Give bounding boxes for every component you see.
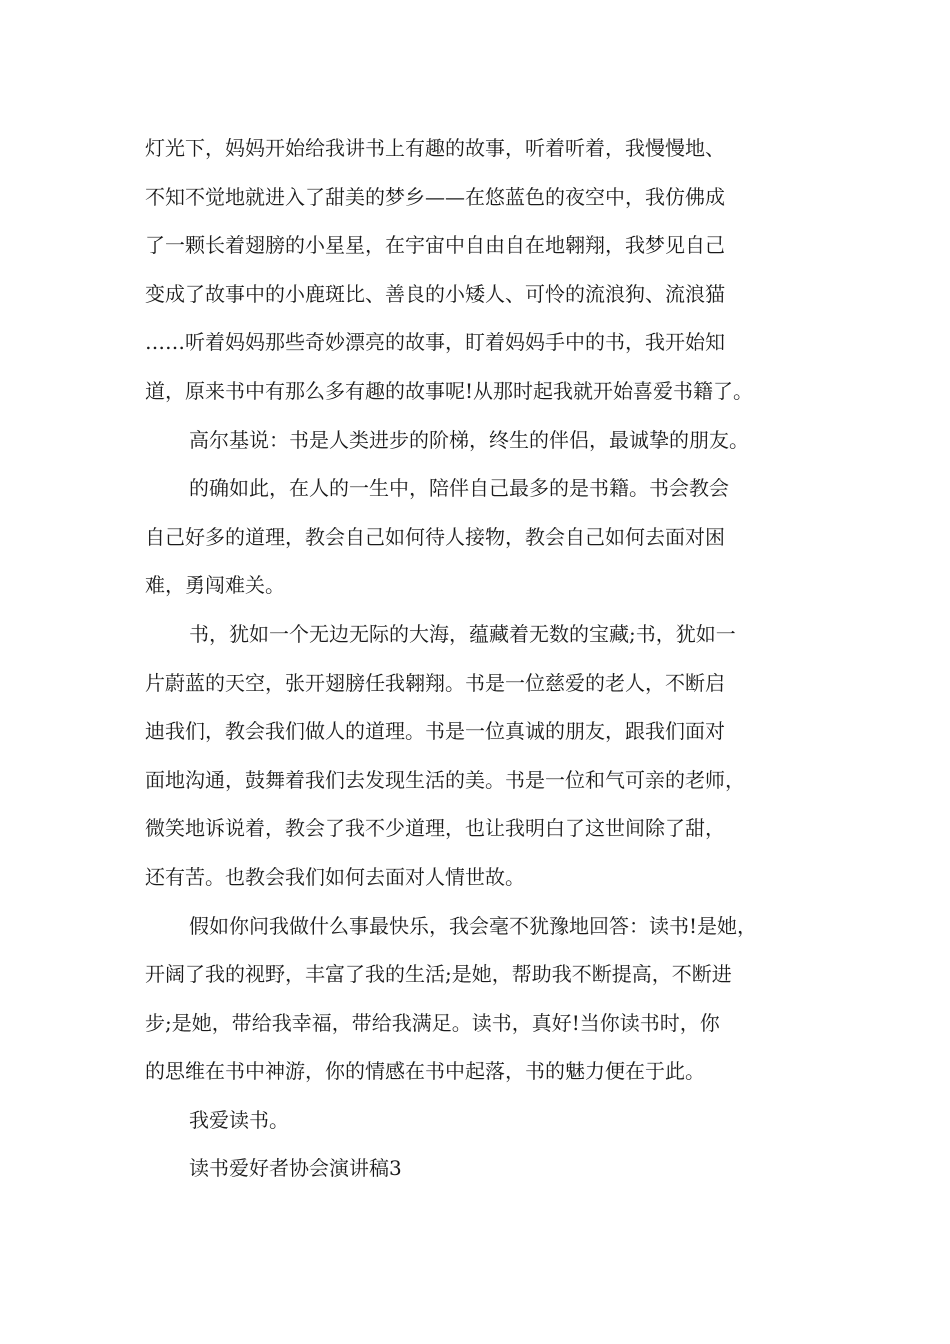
text-line-15: 微笑地诉说着，教会了我不少道理，也让我明白了这世间除了甜， (145, 816, 725, 841)
text-line-13: 迪我们，教会我们做人的道理。书是一位真诚的朋友，跟我们面对 (145, 719, 725, 744)
text-line-4: 变成了故事中的小鹿斑比、善良的小矮人、可怜的流浪狗、流浪猫 (145, 281, 725, 306)
body-text (145, 124, 835, 1193)
text-line-7: 高尔基说：书是人类进步的阶梯，终生的伴侣，最诚挚的朋友。 (189, 427, 749, 452)
text-line-1: 灯光下，妈妈开始给我讲书上有趣的故事，听着听着，我慢慢地、 (145, 136, 725, 160)
text-line-19: 步;是她，带给我幸福，带给我满足。读书，真好!当你读书时，你 (145, 1010, 720, 1035)
text-line-8: 的确如此，在人的一生中，陪伴自己最多的是书籍。书会教会 (189, 476, 729, 501)
text-line-2: 不知不觉地就进入了甜美的梦乡——在悠蓝色的夜空中，我仿佛成 (145, 184, 725, 209)
text-line-11: 书，犹如一个无边无际的大海，蕴藏着无数的宝藏;书，犹如一 (189, 621, 736, 646)
text-line-6: 道，原来书中有那么多有趣的故事呢!从那时起我就开始喜爱书籍了。 (145, 378, 754, 403)
text-line-18: 开阔了我的视野，丰富了我的生活;是她，帮助我不断提高，不断进 (145, 962, 732, 987)
section-heading: 读书爱好者协会演讲稿3 (189, 1156, 402, 1181)
text-line-20: 的思维在书中神游，你的情感在书中起落，书的魅力便在于此。 (145, 1059, 705, 1084)
text-line-21: 我爱读书。 (189, 1107, 289, 1132)
text-line-17: 假如你问我做什么事最快乐，我会毫不犹豫地回答：读书!是她， (189, 913, 758, 938)
text-line-14: 面地沟通，鼓舞着我们去发现生活的美。书是一位和气可亲的老师， (145, 767, 745, 792)
text-line-3: 了一颗长着翅膀的小星星，在宇宙中自由自在地翱翔，我梦见自己 (145, 233, 725, 258)
text-line-5: ……听着妈妈那些奇妙漂亮的故事，盯着妈妈手中的书，我开始知 (145, 330, 725, 355)
text-line-12: 片蔚蓝的天空，张开翅膀任我翱翔。书是一位慈爱的老人，不断启 (145, 670, 725, 695)
text-line-10: 难，勇闯难关。 (145, 573, 285, 598)
text-line-16: 还有苦。也教会我们如何去面对人情世故。 (145, 864, 525, 889)
text-line-9: 自己好多的道理，教会自己如何待人接物，教会自己如何去面对困 (145, 524, 725, 549)
